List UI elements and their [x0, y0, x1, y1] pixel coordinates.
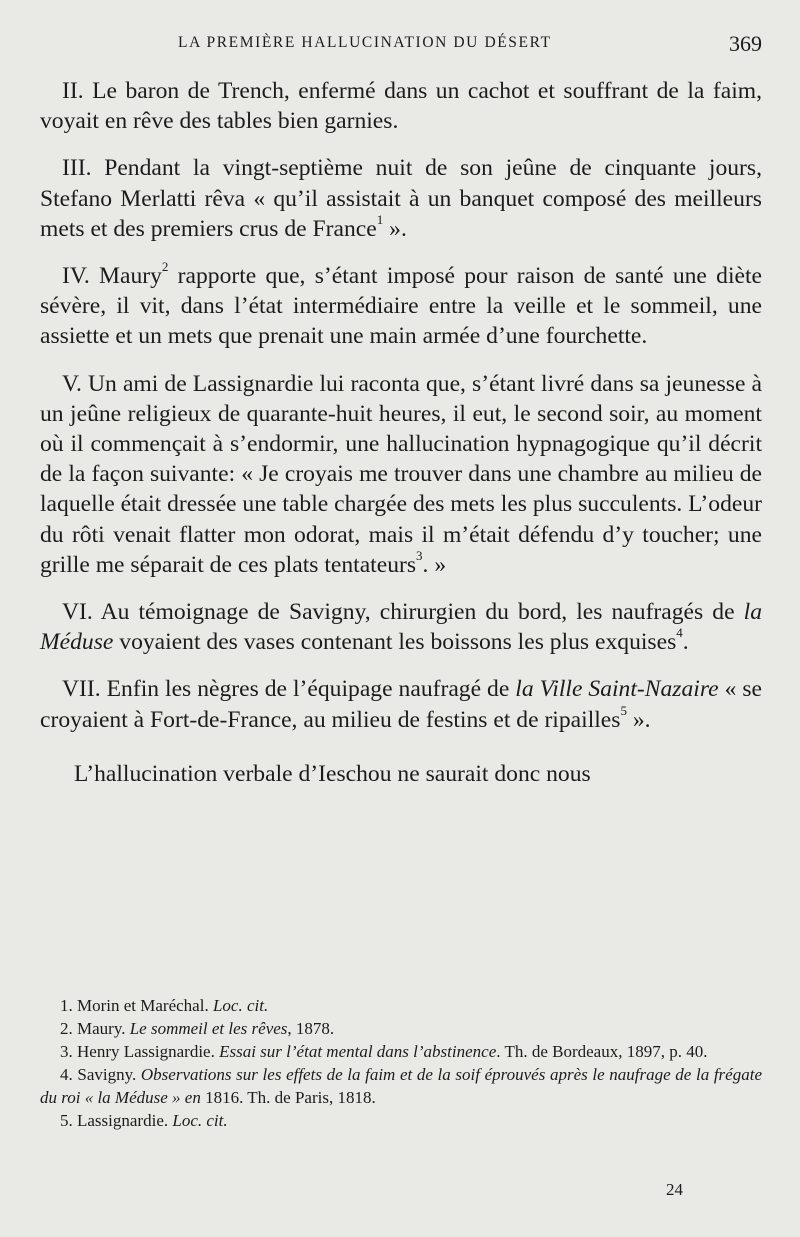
page-number: 369: [729, 31, 762, 56]
footnote-4: [40, 1063, 762, 1109]
note-ref-4: 4: [676, 625, 683, 641]
paragraph-v-tail: . »: [422, 551, 447, 578]
page-header: [40, 31, 762, 58]
footnote-number: 2.: [60, 1019, 73, 1038]
paragraph-iv: [40, 261, 762, 352]
paragraph-continuing: [40, 759, 762, 789]
paragraph-v-text: V. Un ami de Lassignardie lui raconta que, s’étant livré dans sa jeunesse à un jeûne religieux de quarante-huit heures, il eut, le second soir, au moment où il commençait à s’endormir, une hallucination hypnagogique qu’il décrit de la façon suivante: « Je croyais me trouver dans une chambre au milieu de laquelle était dressée une table chargée des mets les plus succulents. L’odeur du rôti venait flatter mon odorat, mais il m’était défendu d’y toucher; une grille me séparait de ces plats tentateurs: [40, 370, 762, 578]
footnote-italic: Observations sur les effets de la faim et de la soif éprouvés après le naufrage de la frégate du roi « la Méduse » en: [40, 1065, 762, 1107]
footnote-tail: 1816. Th. de Paris, 1818.: [200, 1088, 376, 1107]
footnote-text: Morin et Maréchal.: [72, 996, 213, 1015]
paragraph-iii-text: III. Pendant la vingt-septième nuit de son jeûne de cinquante jours, Stefano Merlatti rêva « qu’il assistait à un banquet composé des meilleurs mets et des premiers crus de France: [40, 155, 762, 242]
paragraph-v: [40, 369, 762, 580]
note-ref-5: 5: [620, 702, 627, 718]
footnote-number: 1.: [60, 996, 73, 1015]
footnote-text: Maury.: [72, 1019, 130, 1038]
footnote-text: Henry Lassignardie.: [72, 1042, 220, 1061]
footnote-italic: Essai sur l’état mental dans l’abstinence: [219, 1042, 497, 1061]
footnote-number: 3.: [60, 1042, 73, 1061]
footnote-1: [40, 994, 762, 1017]
note-ref-3: 3: [416, 547, 423, 563]
footnote-number: 4.: [60, 1065, 73, 1084]
footnotes: [40, 994, 762, 1132]
paragraph-vii-text: « se croyaient à Fort-de-France, au milieu de festins et de ripailles: [40, 676, 763, 733]
footnote-number: 5.: [60, 1111, 73, 1130]
footnote-italic: Loc. cit.: [212, 996, 269, 1015]
paragraph-iii-tail: ».: [383, 215, 407, 242]
body-text: [40, 76, 762, 806]
paragraph-iv-lead: IV. Maury: [62, 263, 162, 290]
paragraph-vii: [40, 674, 762, 734]
footnote-text: Savigny.: [72, 1065, 141, 1084]
note-ref-1: 1: [376, 211, 384, 227]
footnote-tail: . Th. de Bordeaux, 1897, p. 40.: [496, 1042, 708, 1061]
paragraph-vi: [40, 597, 762, 657]
paragraph-vii-lead: VII. Enfin les nègres de l’équipage naufragé de: [62, 676, 516, 703]
footnote-2: [40, 1017, 762, 1040]
note-ref-2: 2: [161, 259, 169, 275]
ship-name-meduse: la Méduse: [40, 599, 762, 656]
paragraph-vi-text: voyaient des vases contenant les boissons les plus exquises: [113, 629, 677, 656]
signature-mark: 24: [666, 1180, 683, 1199]
footnote-italic: Loc. cit.: [172, 1111, 228, 1130]
paragraph-ii-text: II. Le baron de Trench, enfermé dans un cachot et souffrant de la faim, voyait en rêve des tables bien garnies.: [40, 78, 762, 135]
paragraph-vi-tail: .: [682, 629, 689, 656]
footnote-text: Lassignardie.: [72, 1111, 173, 1130]
paragraph-vi-lead: VI. Au témoignage de Savigny, chirurgien du bord, les naufragés de: [62, 599, 744, 626]
ship-name-ville-saint-nazaire: la Ville Saint-Nazaire: [515, 676, 719, 703]
running-title: LA PREMIÈRE HALLUCINATION DU DÉSERT: [178, 34, 552, 51]
paragraph-iv-text: rapporte que, s’étant imposé pour raison de santé une diète sévère, il vit, dans l’état intermédiaire entre la veille et le sommeil, une assiette et un mets que prenait une main armée d’une fourchette.: [40, 263, 762, 350]
footnote-tail: , 1878.: [287, 1019, 335, 1038]
footnote-italic: Le sommeil et les rêves: [129, 1019, 288, 1038]
footnote-3: [40, 1040, 762, 1063]
paragraph-continuing-text: L’hallucination verbale d’Ieschou ne saurait donc nous: [74, 760, 591, 787]
paragraph-ii: [40, 76, 762, 136]
paragraph-iii: [40, 153, 762, 244]
footnote-5: [40, 1109, 762, 1132]
paragraph-vii-tail: ».: [626, 706, 651, 733]
